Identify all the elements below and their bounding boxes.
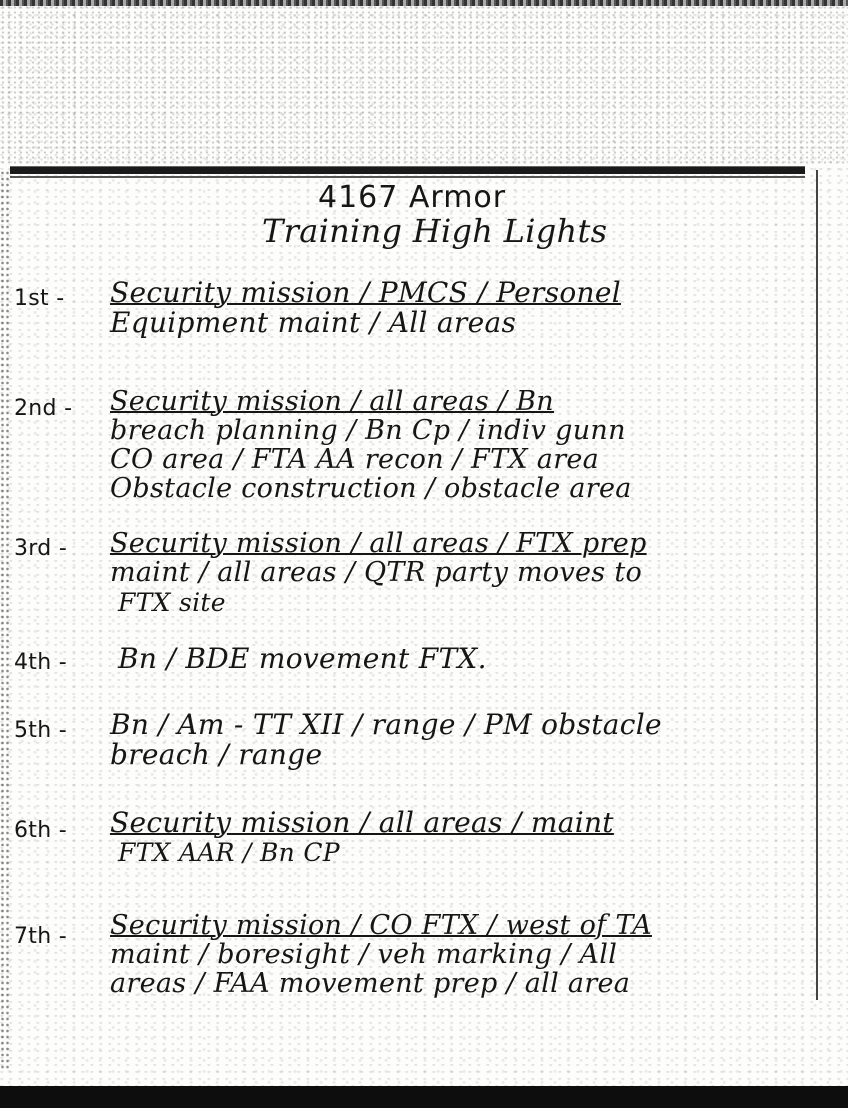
entry-line: Security mission / all areas / FTX prep	[110, 528, 647, 559]
entry-label: 1st -	[14, 286, 65, 311]
entry-label: 3rd -	[14, 536, 68, 561]
entry-label: 7th -	[14, 924, 67, 949]
scan-noise	[0, 0, 848, 165]
entry-line: Security mission / PMCS / Personel	[110, 276, 621, 309]
entry-line: breach planning / Bn Cp / indiv gunn	[110, 415, 626, 446]
page-title: 4167 Armor	[318, 180, 507, 215]
entry-label: 4th -	[14, 650, 67, 675]
entry-line: Security mission / all areas / maint	[110, 806, 614, 839]
page-subtitle: Training High Lights	[262, 212, 608, 250]
entry-line: FTX AAR / Bn CP	[118, 838, 340, 867]
scan-bottom-edge	[0, 1086, 848, 1108]
entry-label: 5th -	[14, 718, 67, 743]
entry-line: CO area / FTA AA recon / FTX area	[110, 444, 600, 475]
entry-label: 2nd -	[14, 396, 73, 421]
entry-label: 6th -	[14, 818, 67, 843]
header-rule-thin	[10, 176, 805, 178]
entry-line: Bn / Am - TT XII / range / PM obstacle	[110, 708, 662, 741]
entry-line: Equipment maint / All areas	[110, 306, 517, 339]
scan-top-edge	[0, 0, 848, 6]
entry-line: Security mission / all areas / Bn	[110, 386, 554, 417]
entry-line: Obstacle construction / obstacle area	[110, 473, 632, 504]
margin-line	[816, 170, 818, 1000]
entry-line: Security mission / CO FTX / west of TA	[110, 910, 652, 941]
entry-line: maint / all areas / QTR party moves to	[110, 557, 643, 588]
entry-line: areas / FAA movement prep / all area	[110, 968, 631, 999]
binding-holes	[0, 170, 10, 1070]
entry-line: Bn / BDE movement FTX.	[118, 642, 487, 675]
header-rule	[10, 166, 805, 174]
entry-line: breach / range	[110, 738, 323, 771]
entry-line: FTX site	[118, 588, 226, 617]
entry-line: maint / boresight / veh marking / All	[110, 939, 618, 970]
